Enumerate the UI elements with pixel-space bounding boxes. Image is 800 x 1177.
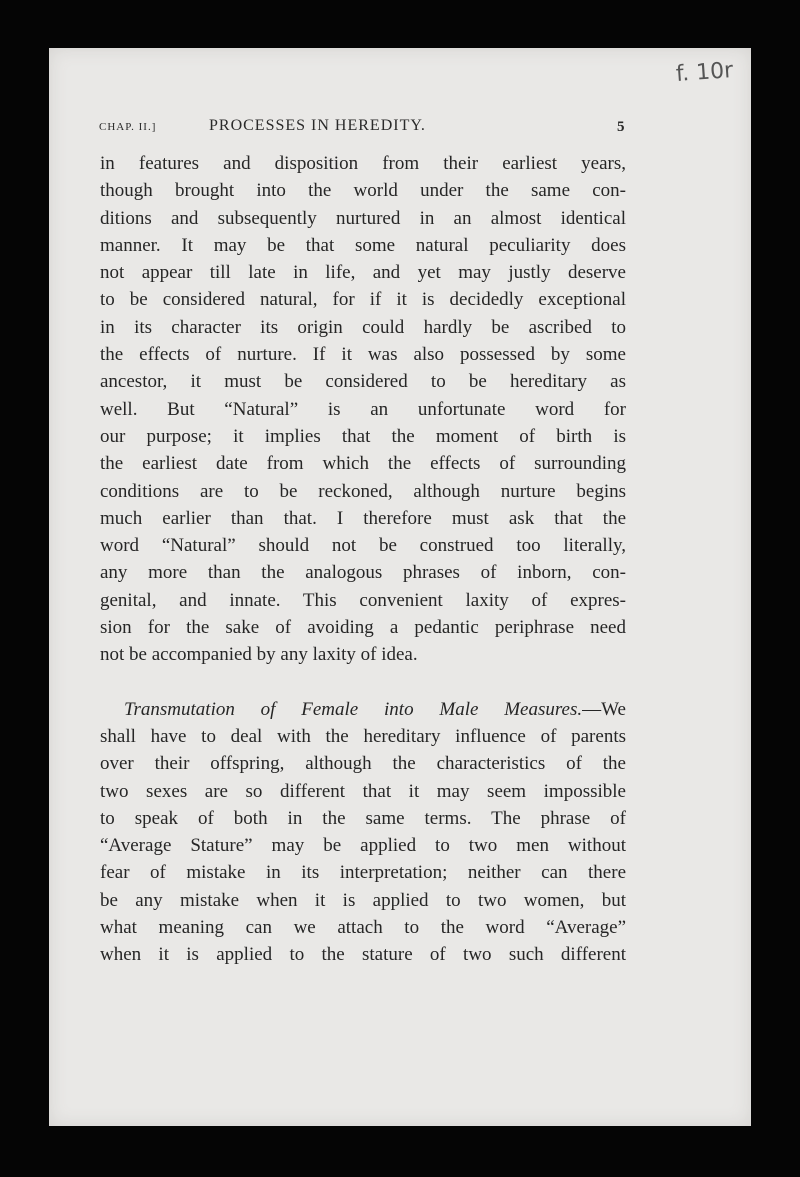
text-line: word “Natural” should not be construed too literally, [100,535,626,557]
text-run: —We [582,698,626,720]
text-line: to speak of both in the same terms. The phrase of [100,807,626,829]
text-line: any more than the analogous phrases of inborn, con- [100,562,626,584]
paragraph-2 [100,696,626,969]
text-line: when it is applied to the stature of two such different [100,944,626,966]
text-line: genital, and innate. This convenient laxity of expres- [100,589,626,611]
running-title: PROCESSES IN HEREDITY. [209,117,426,134]
handwritten-folio-note: f. 10r [675,58,734,87]
text-line: not appear till late in life, and yet may justly deserve [100,262,626,284]
text-line: to be considered natural, for if it is decidedly exceptional [100,289,626,311]
text-line: manner. It may be that some natural peculiarity does [100,234,626,256]
section-heading: Transmutation of Female into Male Measures. [124,698,583,720]
text-line: conditions are to be reckoned, although nurture begins [100,480,626,502]
text-line: “Average Stature” may be applied to two men without [100,835,626,857]
text-line: in features and disposition from their earliest years, [100,153,626,174]
text-line: much earlier than that. I therefore must ask that the [100,507,626,529]
text-line: the effects of nurture. If it was also possessed by some [100,344,626,366]
text-line: ancestor, it must be considered to be hereditary as [100,371,626,393]
chapter-label: CHAP. II.] [99,121,157,133]
text-line: the earliest date from which the effects of surrounding [100,453,626,475]
text-line: sion for the sake of avoiding a pedantic periphrase need [100,617,626,639]
text-line: ditions and subsequently nurtured in an almost identical [100,207,626,229]
text-line: fear of mistake in its interpretation; neither can there [100,862,626,884]
text-line: what meaning can we attach to the word “Average” [100,917,626,939]
text-line: though brought into the world under the same con- [100,180,626,202]
text-line: well. But “Natural” is an unfortunate word for [100,398,626,420]
text-line: two sexes are so different that it may seem impossible [100,780,626,802]
text-line: over their offspring, although the characteristics of the [100,753,626,775]
page-number: 5 [617,119,625,135]
text-line: in its character its origin could hardly be ascribed to [100,316,626,338]
text-line: shall have to deal with the hereditary influence of parents [100,725,626,747]
paragraph-1 [100,150,626,669]
text-line: our purpose; it implies that the moment of birth is [100,425,626,447]
text-line: not be accompanied by any laxity of idea. [100,644,418,666]
section-heading-line [100,696,626,723]
text-line: be any mistake when it is applied to two women, but [100,889,626,911]
body-text [100,150,626,969]
